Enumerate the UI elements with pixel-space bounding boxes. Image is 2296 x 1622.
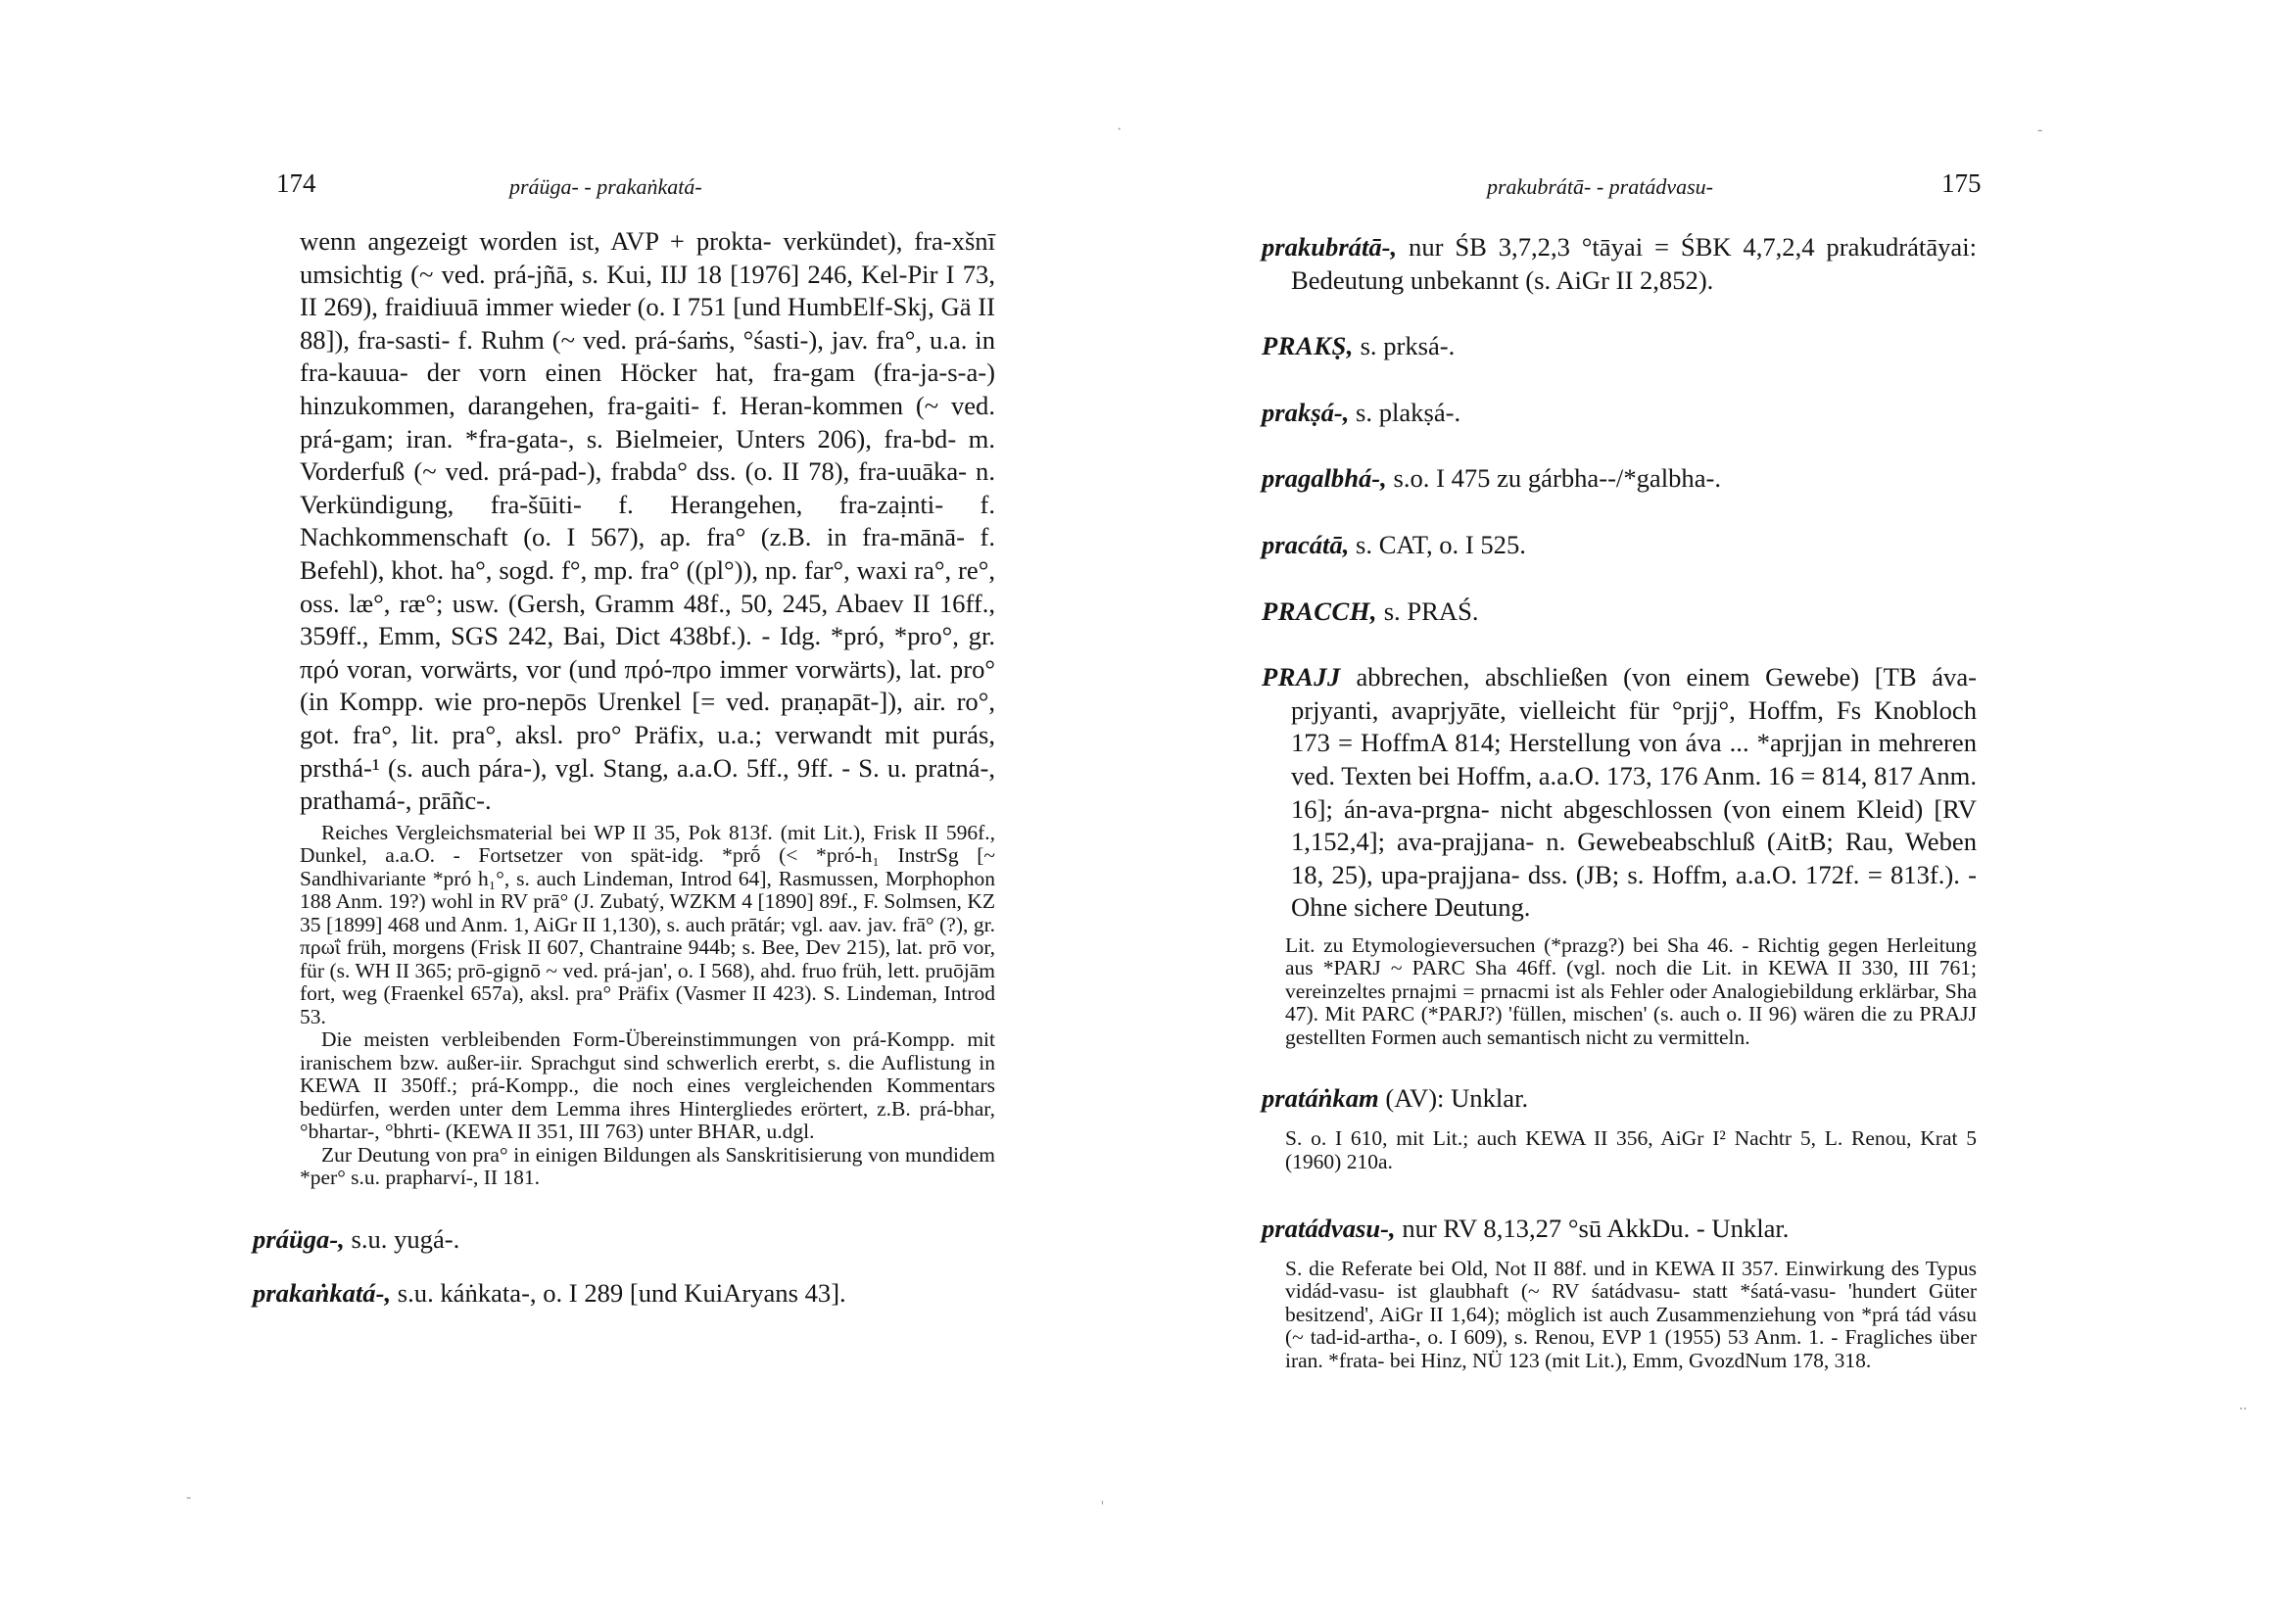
entry-text: s.u. káṅkata-, o. I 289 [und KuiAryans 43].: [397, 1278, 846, 1309]
running-head: práüga- - prakaṅkatá-: [509, 174, 702, 199]
scan-speck: ..: [2239, 1397, 2247, 1413]
entry-text: s.o. I 475 zu gárbha--/*galbha-.: [1393, 463, 1722, 494]
entry-pratadvasu-note: S. die Referate bei Old, Not II 88f. und in KEWA II 357. Einwirkung des Typus vidád-vasu- ist glaubhaft (~ RV śatádvasu- statt *śatá-vasu- 'hundert Güter besitzend', AiGr II 1,64); möglich ist auch Zusammenziehung von *prá tád vásu (~ tad-id-artha-, o. I 609), s. Renou, EVP 1 (1955) 53 Anm. 1. - Fragliches über iran. *frata- bei Hinz, NÜ 123 (mit Lit.), Emm, GvozdNum 178, 318.: [1285, 1256, 1977, 1372]
footnote-3: Zur Deutung von pra° in einigen Bildungen als Sanskritisierung von mundidem *per° s.u. prapharví-, II 181.: [300, 1142, 995, 1190]
entry-lemma: prakubrátā-,: [1262, 232, 1398, 262]
entry-pracch: [1262, 596, 1977, 629]
entry-praks: [1262, 330, 1977, 363]
entry-prakubrata: [1262, 231, 1977, 297]
page-number: 175: [1941, 168, 1982, 198]
running-head: prakubrátā- - pratádvasu-: [1487, 174, 1713, 199]
scan-speck: ·: [1117, 121, 1123, 138]
scan-speck: ': [1101, 1499, 1104, 1515]
scan-speck: -: [2037, 121, 2043, 138]
entry-text: nur ŚB 3,7,2,3 °tāyai = ŚBK 4,7,2,4 prakudrátāyai: Bedeutung unbekannt (s. AiGr II 2,852).: [1291, 232, 1977, 295]
entry-lemma: prakṣá-,: [1262, 397, 1350, 427]
entry-lemma: pratádvasu-,: [1262, 1214, 1396, 1243]
entry-praüga: [253, 1223, 995, 1257]
entry-lemma: PRACCH,: [1262, 596, 1378, 626]
entry-prajj-note: Lit. zu Etymologieversuchen (*prazg?) bei Sha 46. - Richtig gegen Herleitung aus *PARJ ~ PARC Sha 46ff. (vgl. noch die Lit. in KEWA II 330, III 761; vereinzeltes prnajmi = prnacmi ist als Fehler oder Analogiebildung erklärbar, Sha 47). Mit PARC (*PARJ?) 'füllen, mischen' (s. auch o. II 96) wären die zu PRAJJ gestellten Formen auch semantisch nicht zu vermitteln.: [1285, 932, 1977, 1049]
entry-lemma: práüga-,: [253, 1223, 345, 1254]
entry-text: abbrechen, abschließen (von einem Gewebe) [TB áva-prjyanti, avaprjyāte, vielleicht für °prjj°, Hoffm, Fs Knobloch 173 = HoffmA 814; Herstellung von áva ... *aprjjan in mehreren ved. Texten bei Hoffm, a.a.O. 173, 176 Anm. 16 = 814, 817 Anm. 16]; án-ava-prgna- nicht abgeschlossen (von einem Kleid) [RV 1,152,4]; ava-prajjana- n. Gewebeabschluß (AitB; Rau, Weben 18, 25), upa-prajjana- dss. (JB; s. Hoffm, a.a.O. 172f. = 813f.). - Ohne sichere Deutung.: [1291, 662, 1977, 923]
entry-lemma: PRAKṢ,: [1262, 331, 1354, 361]
page-number: 174: [276, 168, 316, 198]
entry-lemma: pratáṅkam: [1262, 1083, 1379, 1114]
entry-praksa: [1262, 397, 1977, 430]
entry-pratankam-note: S. o. I 610, mit Lit.; auch KEWA II 356, AiGr I² Nachtr 5, L. Renou, Krat 5 (1960) 210a.: [1285, 1126, 1977, 1173]
entry-lemma: PRAJJ: [1262, 662, 1341, 692]
entry-text: s. PRAŚ.: [1383, 596, 1479, 626]
entry-lemma: pragalbhá-,: [1262, 463, 1387, 494]
entry-text: nur RV 8,13,27 °sū AkkDu. - Unklar.: [1402, 1214, 1790, 1243]
entry-prajj: [1262, 661, 1977, 925]
entry-pratadvasu: [1262, 1213, 1977, 1246]
entry-pracata: [1262, 529, 1977, 562]
right-column: [1262, 231, 1977, 1372]
entry-prakankata: [253, 1277, 995, 1311]
footnote-1: Reiches Vergleichsmaterial bei WP II 35, Pok 813f. (mit Lit.), Frisk II 596f., Dunkel, a.a.O. - Fortsetzer von spät-idg. *prṓ (< *pró-h₁ InstrSg [~ Sandhivariante *pró h₁°, s. auch Lindeman, Introd 64], Rasmussen, Morphophon 188 Anm. 19?) wohl in RV prā° (J. Zubatý, WZKM 4 [1890] 89f., F. Solmsen, KZ 35 [1899] 468 und Anm. 1, AiGr II 1,130), s. auch prātár; vgl. aav. jav. frā° (?), gr. πρωΐ früh, morgens (Frisk II 607, Chantraine 944b; s. Bee, Dev 215), lat. prō vor, für (s. WH II 365; prō-gignō ~ ved. prá-jan', o. I 568), ahd. fruo früh, lett. pruōjām fort, weg (Fraenkel 657a), aksl. pra° Präfix (Vasmer II 423). S. Lindeman, Introd 53.: [300, 820, 995, 1028]
entry-pragalbha: [1262, 462, 1977, 496]
entry-lemma: prakaṅkatá-,: [253, 1278, 392, 1309]
entry-text: s. plakṣá-.: [1356, 397, 1461, 427]
entry-text: s. prksá-.: [1360, 331, 1456, 361]
footnote-2: Die meisten verbleibenden Form-Übereinstimmungen von prá-Kompp. mit iranischem bzw. außer-iir. Sprachgut sind schwerlich ererbt, s. die Auflistung in KEWA II 350ff.; prá-Kompp., die noch eines vergleichenden Kommentars bedürfen, werden unter dem Lemma ihres Hintergliedes erörtert, z.B. prá-bhar, °bhartar-, °bhrti- (KEWA II 351, III 763) unter BHAR, u.dgl.: [300, 1027, 995, 1144]
main-text: wenn angezeigt worden ist, AVP + prokta- verkündet), fra-xšnī umsichtig (~ ved. prá-jñā, s. Kui, IIJ 18 [1976] 246, Kel-Pir I 73, II 269), fraidiuuā immer wieder (o. I 751 [und HumbElf-Skj, Gä II 88]), fra-sasti- f. Ruhm (~ ved. prá-śaṁs, °śasti-), jav. fra°, u.a. in fra-kauua- der vorn einen Höcker hat, fra-gam (fra-ja-s-a-) hinzukommen, darangehen, fra-gaiti- f. Heran-kommen (~ ved. prá-gam; iran. *fra-gata-, s. Bielmeier, Unters 206), fra-bd- m. Vorderfuß (~ ved. prá-pad-), frabda° dss. (o. II 78), fra-uuāka- n. Verkündigung, fra-šūiti- f. Herangehen, fra-zaịnti- f. Nachkommenschaft (o. I 567), ap. fra° (z.B. in fra-mānā- f. Befehl), khot. ha°, sogd. f°, mp. fra° ((pl°)), np. far°, waxi ra°, re°, oss. læ°, ræ°; usw. (Gersh, Gramm 48f., 50, 245, Abaev II 16ff., 359ff., Emm, SGS 242, Bai, Dict 438bf.). - Idg. *pró, *pro°, gr. πρό voran, vorwärts, vor (und πρό-προ immer vorwärts), lat. pro° (in Kompp. wie pro-nepōs Urenkel [= ved. praṇapāt-]), air. ro°, got. fra°, lit. pra°, aksl. pro° Präfix, u.a.; verwandt mit purás, prsthá-¹ (s. auch pára-), vgl. Stang, a.a.O. 5ff., 9ff. - S. u. pratná-, prathamá-, prāñc-.: [300, 226, 995, 816]
scan-speck: -: [186, 1489, 192, 1505]
left-column: [253, 225, 995, 1311]
entry-text: (AV): Unklar.: [1385, 1083, 1529, 1114]
entry-text: s. CAT, o. I 525.: [1356, 529, 1526, 559]
entry-pratankam: [1262, 1082, 1977, 1116]
entry-lemma: pracátā,: [1262, 529, 1350, 559]
entry-text: s.u. yugá-.: [351, 1223, 460, 1254]
right-page: [1148, 0, 2296, 1622]
